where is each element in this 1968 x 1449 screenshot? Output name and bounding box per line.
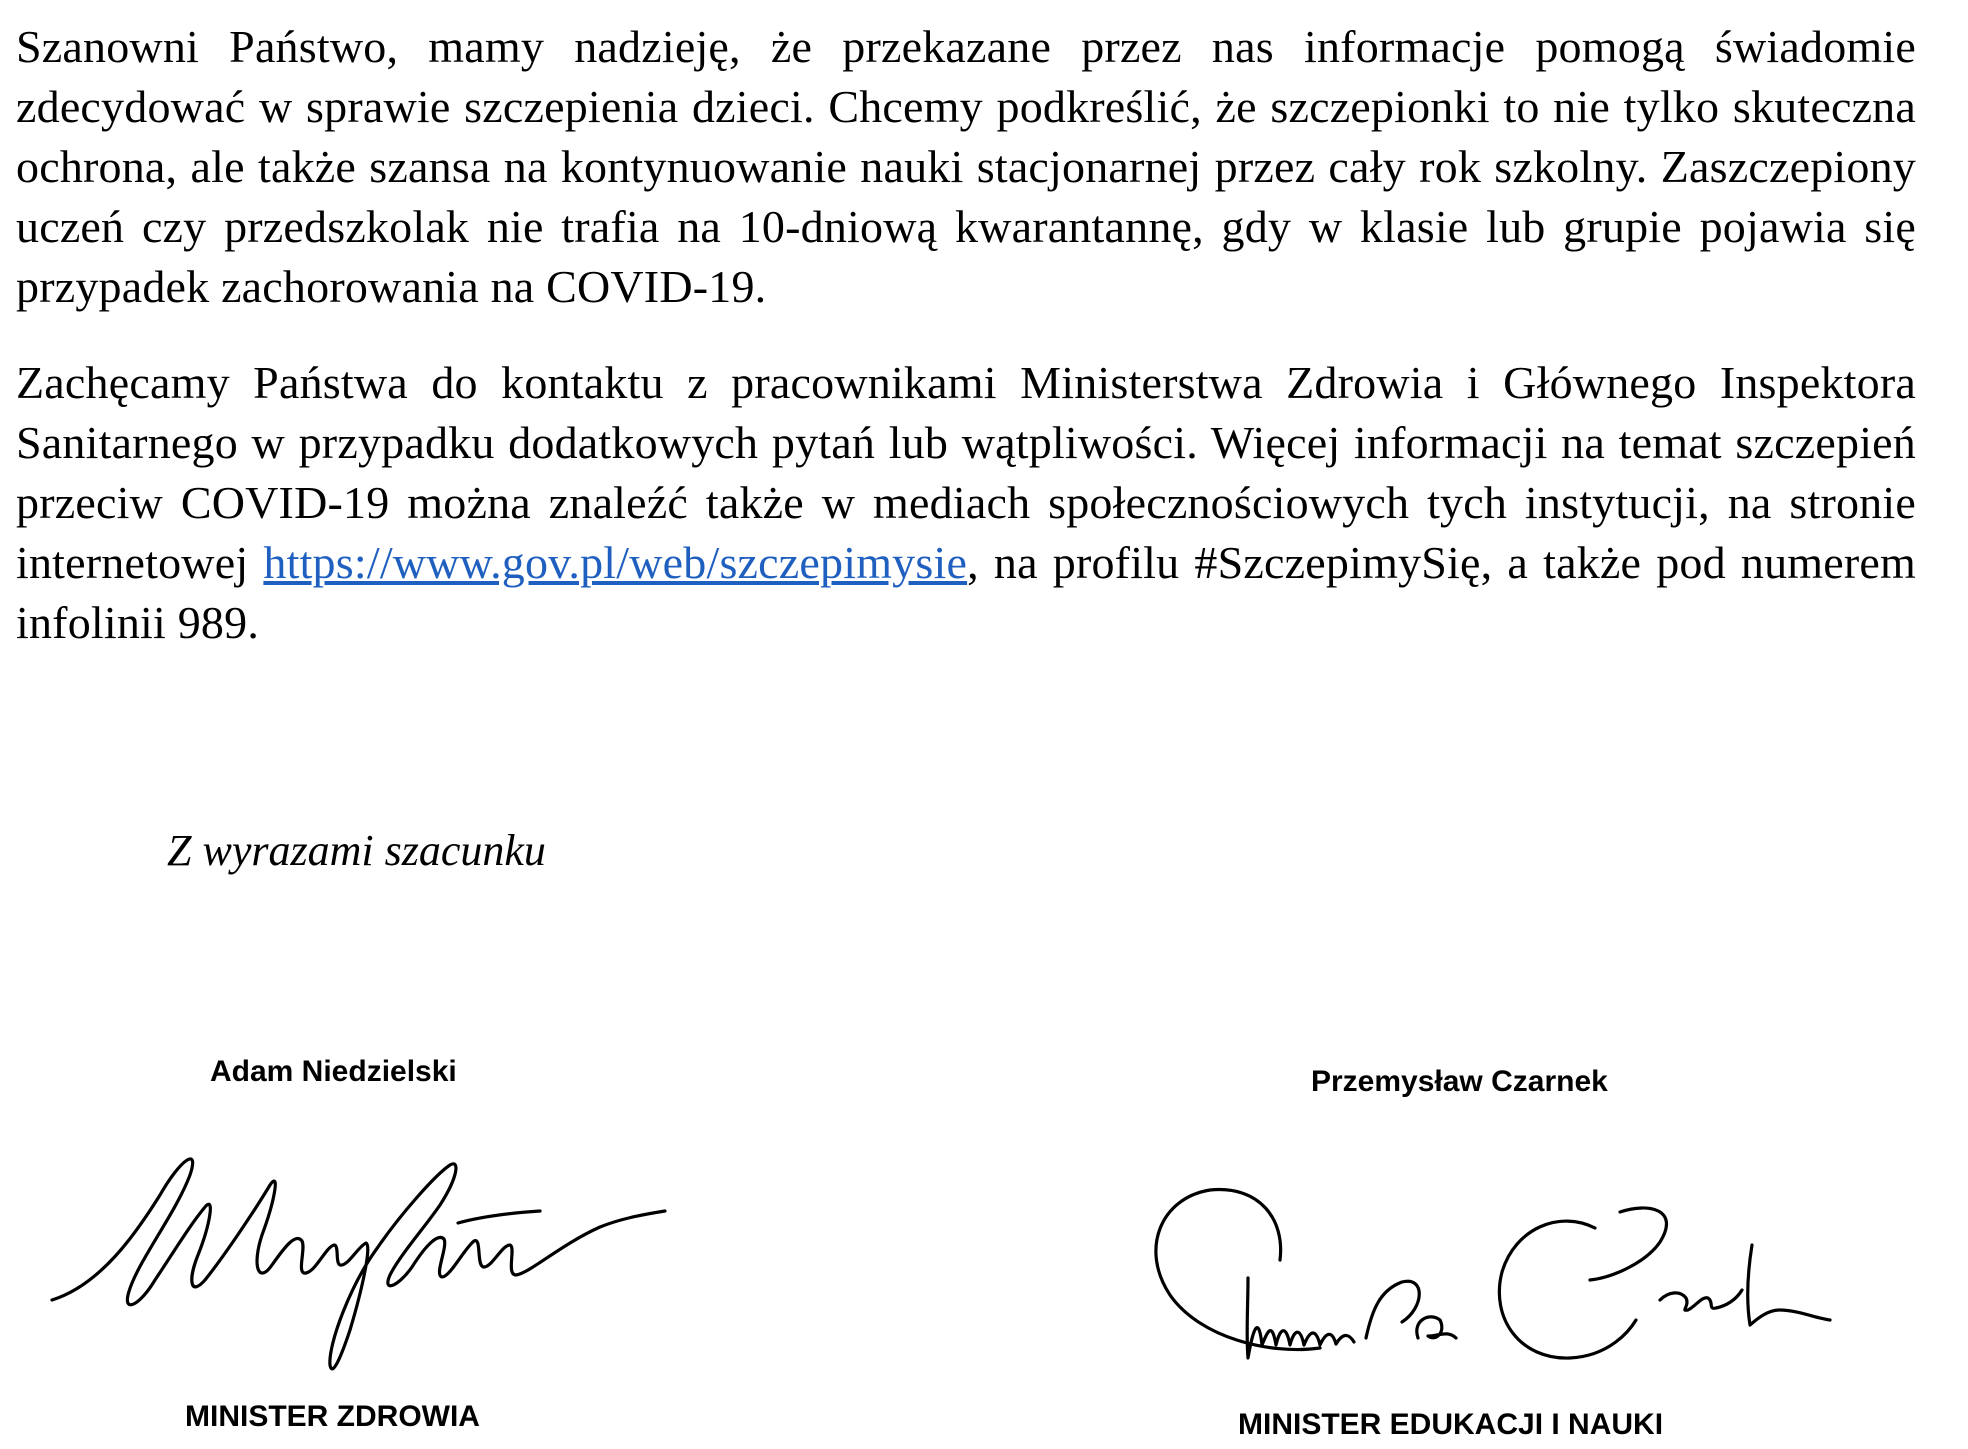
signature-education-minister (1140, 1160, 1840, 1390)
signer-name-health-minister: Adam Niedzielski (210, 1055, 457, 1088)
signer-title-education-minister: MINISTER EDUKACJI I NAUKI (1238, 1408, 1664, 1441)
paragraph-contact-text: Zachęcamy Państwa do kontaktu z pracownikami Ministerstwa Zdrowia i Głównego Inspektora Sanitarnego w przypadku dodatkowych pytań lub wątpliwości. Więcej informacji na temat szczepień przeciw COVID-19 można znaleźć także w mediach społecznościowych tych instytucji, na stronie internetowej (16, 357, 1916, 588)
signer-name-education-minister: Przemysław Czarnek (1311, 1065, 1608, 1098)
signer-title-health-minister: MINISTER ZDROWIA (185, 1400, 480, 1433)
paragraph-vaccination-info: Szanowni Państwo, mamy nadzieję, że przekazane przez nas informacje pomogą świadomie zdecydować w sprawie szczepienia dzieci. Chcemy podkreślić, że szczepionki to nie tylko skuteczna ochrona, ale także szansa na kontynuowanie nauki stacjonarnej przez cały rok szkolny. Zaszczepiony uczeń czy przedszkolak nie trafia na 10-dniową kwarantannę, gdy w klasie lub grupie pojawia się przypadek zachorowania na COVID-19. (16, 21, 1916, 312)
paragraph-contact-info (16, 353, 1916, 653)
paragraph-contact-text-end: , na profilu #SzczepimySię, a także pod numerem infolinii 989. (16, 537, 1916, 648)
signature-health-minister (40, 1115, 690, 1395)
gov-website-link[interactable]: https://www.gov.pl/web/szczepimysie (263, 537, 968, 588)
closing-salutation: Z wyrazami szacunku (167, 826, 546, 875)
